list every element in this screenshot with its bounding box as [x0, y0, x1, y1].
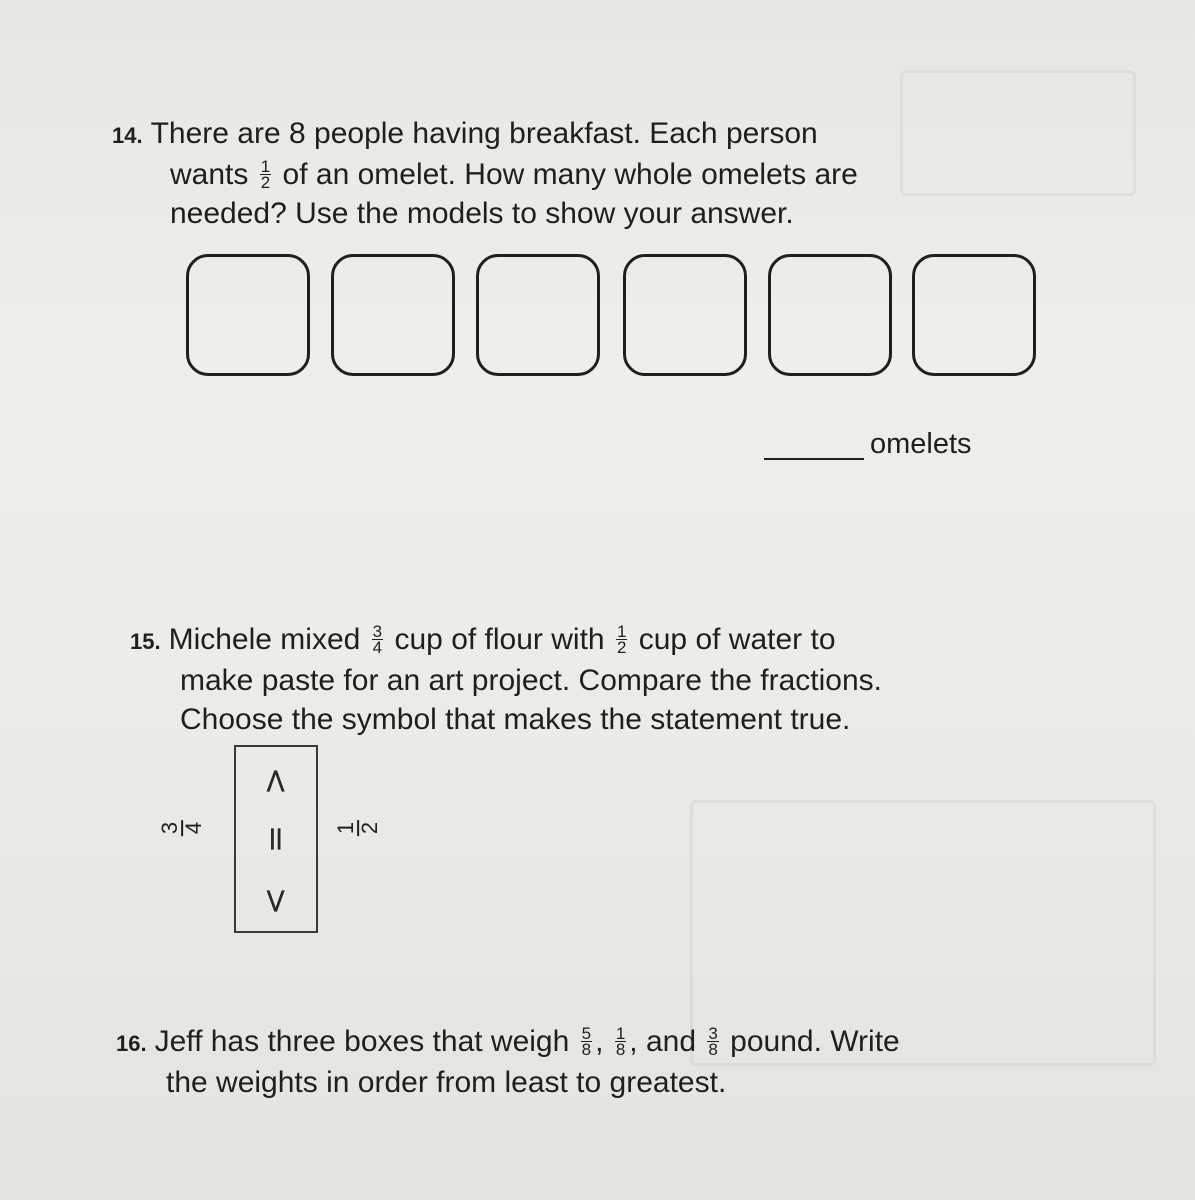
fraction: $\frac{3}{8}$ [708, 1023, 718, 1059]
greater-than-option[interactable]: > [256, 886, 296, 916]
separator: , and [629, 1025, 697, 1058]
question-text: wants [170, 158, 249, 191]
question-number: 14. [112, 123, 143, 148]
omelet-model-box[interactable] [623, 254, 747, 376]
question-text: There are 8 people having breakfast. Each person [150, 117, 818, 150]
omelet-model-box[interactable] [186, 254, 310, 376]
question-text: cup of water to [638, 623, 836, 656]
less-than-option[interactable]: < [256, 766, 296, 796]
fraction: $\frac{1}{8}$ [615, 1023, 626, 1059]
omelet-models [186, 254, 1036, 380]
answer-unit-label: omelets [870, 428, 972, 460]
question-text: of an omelet. How many whole omelets are [282, 158, 858, 191]
answer-blank[interactable] [764, 458, 864, 460]
equals-option[interactable]: = [256, 824, 296, 854]
omelet-model-box[interactable] [331, 254, 455, 376]
question-text: Michele mixed [168, 623, 361, 656]
fraction: $\frac{1}{2}$ [260, 156, 271, 192]
separator: , [595, 1025, 604, 1058]
question-number: 16. [116, 1031, 147, 1056]
right-fraction: 1 2 [333, 821, 383, 835]
question-text: Jeff has three boxes that weigh [154, 1025, 570, 1058]
question-16 [116, 1022, 900, 1102]
question-text: pound. Write [730, 1025, 900, 1058]
symbol-choice-box [234, 745, 318, 933]
question-text: cup of flour with [394, 623, 605, 656]
omelet-model-box[interactable] [768, 254, 892, 376]
fraction: $\frac{5}{8}$ [581, 1023, 592, 1059]
question-text: needed? Use the models to show your answer. [170, 197, 794, 230]
question-14 [112, 114, 858, 233]
fraction: $\frac{1}{2}$ [616, 621, 627, 657]
omelet-model-box[interactable] [912, 254, 1036, 376]
question-text: Choose the symbol that makes the statement true. [180, 703, 851, 736]
question-number: 15. [130, 629, 161, 654]
question-text: the weights in order from least to greatest. [166, 1066, 727, 1099]
omelet-model-box[interactable] [476, 254, 600, 376]
bleed-through-shape [900, 70, 1136, 196]
question-text: make paste for an art project. Compare the fractions. [180, 664, 882, 697]
fraction: $\frac{3}{4}$ [372, 621, 383, 657]
left-fraction: 3 4 [157, 821, 207, 835]
question-15 [130, 620, 882, 739]
